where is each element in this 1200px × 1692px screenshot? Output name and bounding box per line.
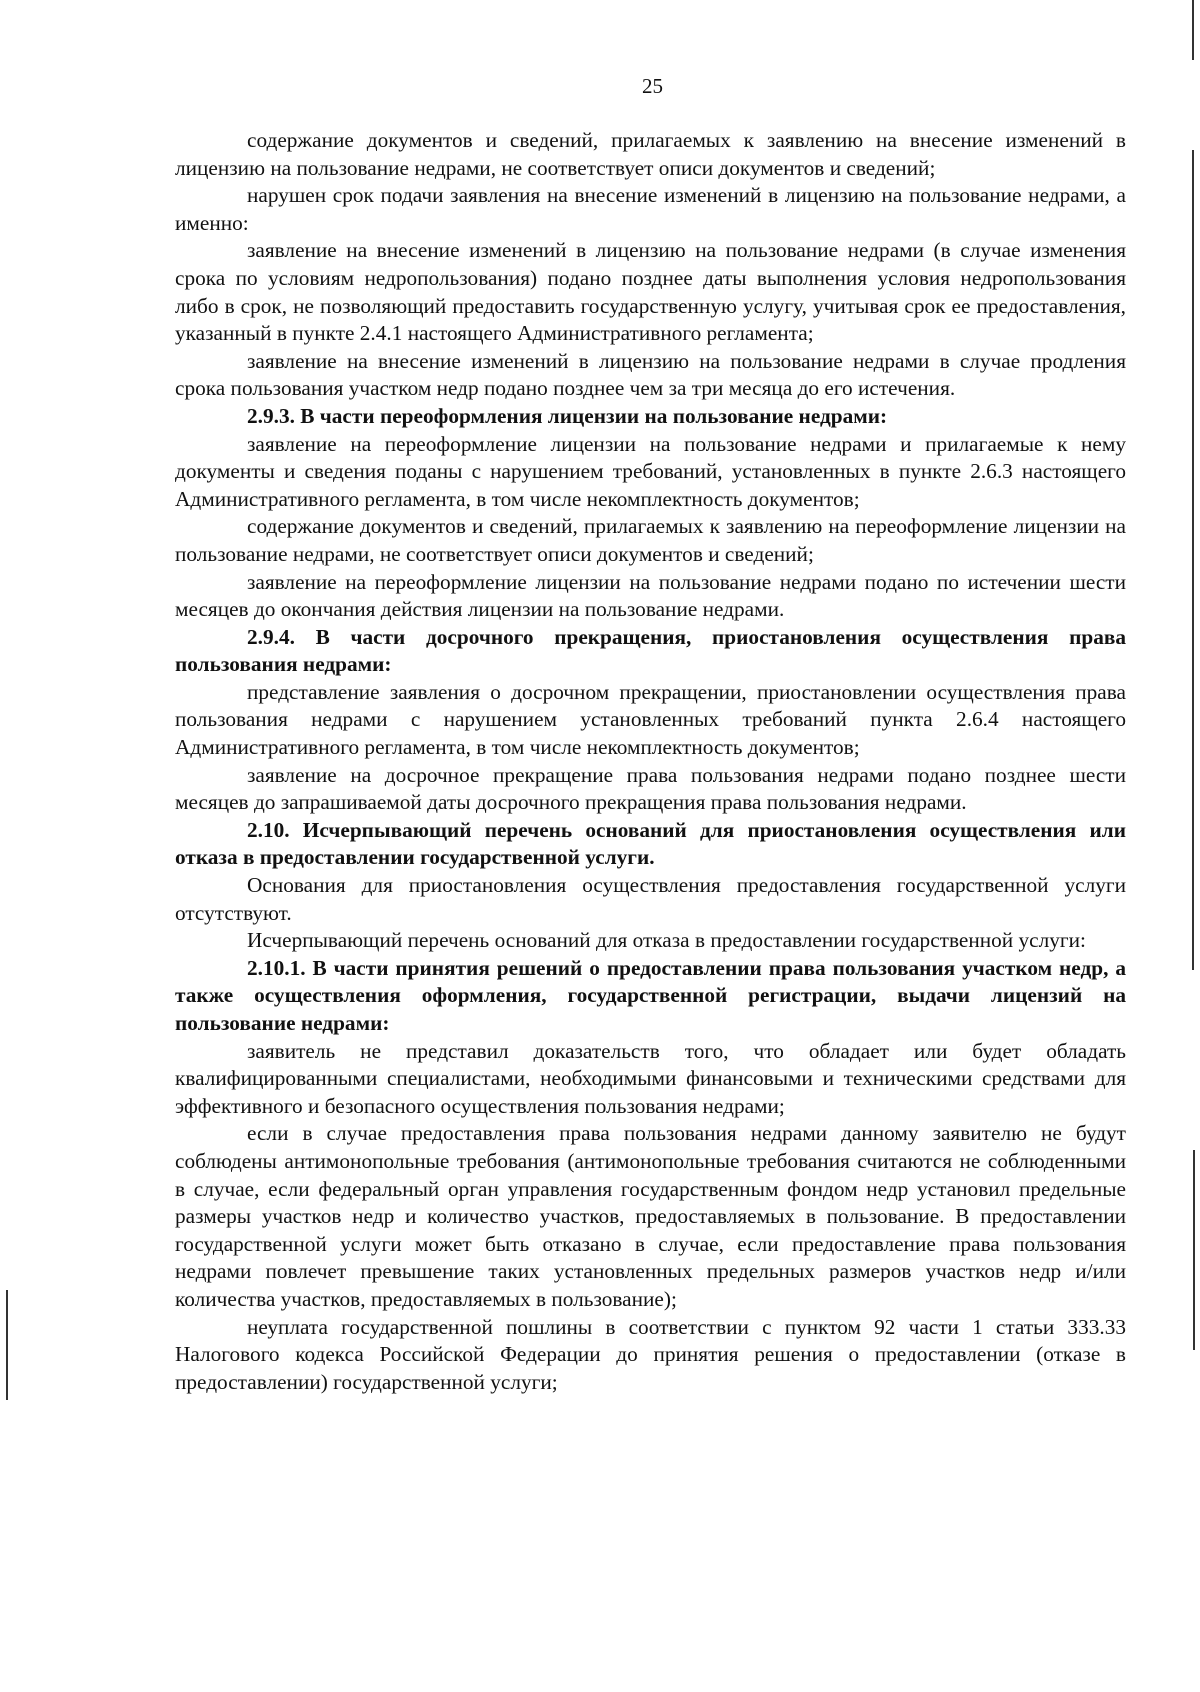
page-number: 25 xyxy=(642,74,663,98)
section-heading: 2.9.4. В части досрочного прекращения, приостановления осуществления права пользования недрами: xyxy=(175,624,1126,677)
paragraph: содержание документов и сведений, прилагаемых к заявлению на внесение изменений в лицензию на пользование недрами, не соответствует описи документов и сведений; xyxy=(175,128,1126,180)
paragraph: Исчерпывающий перечень оснований для отказа в предоставлении государственной услуги: xyxy=(247,928,1086,953)
scan-edge-right-low xyxy=(1193,1150,1195,1350)
scan-edge-left xyxy=(6,1290,8,1400)
scan-edge-right-mid xyxy=(1192,150,1194,970)
section-heading: 2.10.1. В части принятия решений о предоставлении права пользования участком недр, а также осуществления оформления, государственной регистрации, выдачи лицензий на пользование недрами: xyxy=(175,955,1126,1035)
paragraph: заявление на переоформление лицензии на пользование недрами и прилагаемые к нему документы и сведения поданы с нарушением требований, установленных в пункте 2.6.3 настоящего Административного регламента, в том числе некомплектность документов; xyxy=(175,431,1126,511)
scan-edge-right-top xyxy=(1192,0,1194,60)
paragraph: представление заявления о досрочном прекращении, приостановлении осуществления права пользования недрами с нарушением установленных требований пункта 2.6.4 настоящего Административного регламента, в том числе некомплектность документов; xyxy=(175,679,1126,760)
paragraph: заявление на переоформление лицензии на пользование недрами подано по истечении шести месяцев до окончания действия лицензии на пользование недрами. xyxy=(175,569,1126,622)
paragraph: содержание документов и сведений, прилагаемых к заявлению на переоформление лицензии на пользование недрами, не соответствует описи документов и сведений; xyxy=(175,514,1126,566)
section-heading: 2.9.3. В части переоформления лицензии на пользование недрами: xyxy=(247,403,888,428)
paragraph: заявитель не представил доказательств того, что обладает или будет обладать квалифицированными специалистами, необходимыми финансовыми и техническими средствами для эффективного и безопасного осуществления пользования недрами; xyxy=(175,1038,1126,1118)
paragraph: нарушен срок подачи заявления на внесение изменений в лицензию на пользование недрами, а именно: xyxy=(175,183,1126,235)
paragraph: если в случае предоставления права пользования недрами данному заявителю не будут соблюдены антимонопольные требования (антимонопольные требования считаются не соблюденными в случае, если федеральный орган управления государственным фондом недр установил предельные размеры участков недр и количество участков, предоставляемых в пользование. В предоставлении государственной услуги может быть отказано в случае, если предоставление права пользования недрами повлечет превышение таких установленных предельных размеров участков недр и/или количества участков, предоставляемых в пользование); xyxy=(175,1121,1126,1311)
paragraph: заявление на досрочное прекращение права пользования недрами подано позднее шести месяцев до запрашиваемой даты досрочного прекращения права пользования недрами. xyxy=(175,762,1126,815)
document-body xyxy=(175,127,1126,1396)
paragraph: неуплата государственной пошлины в соответствии с пунктом 92 части 1 статьи 333.33 Налогового кодекса Российской Федерации до принятия решения о предоставлении (отказе в предоставлении) государственной услуги; xyxy=(175,1314,1126,1394)
paragraph: заявление на внесение изменений в лицензию на пользование недрами (в случае изменения срока по условиям недропользования) подано позднее даты выполнения условия недропользования либо в срок, не позволяющий предоставить государственную услугу, учитывая срок ее предоставления, указанный в пункте 2.4.1 настоящего Административного регламента; xyxy=(175,238,1126,346)
paragraph: Основания для приостановления осуществления предоставления государственной услуги отсутствуют. xyxy=(175,873,1126,925)
section-heading: 2.10. Исчерпывающий перечень оснований для приостановления осуществления или отказа в предоставлении государственной услуги. xyxy=(175,817,1126,870)
paragraph: заявление на внесение изменений в лицензию на пользование недрами в случае продления срока пользования участком недр подано позднее чем за три месяца до его истечения. xyxy=(175,348,1126,401)
